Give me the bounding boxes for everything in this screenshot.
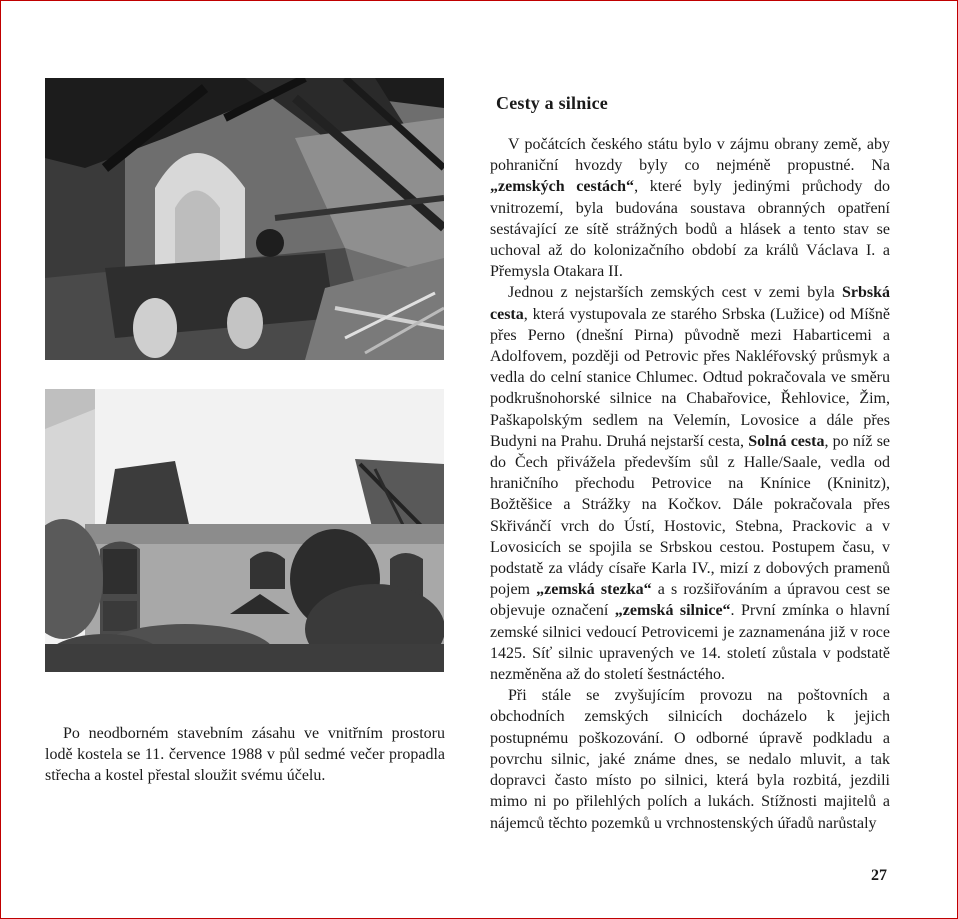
- article-paragraph-2: [490, 282, 890, 685]
- page-number: 27: [871, 867, 887, 884]
- paragraph-text: Jednou z nejstarších zemských cest v zemi byla: [508, 284, 842, 302]
- article-body: [490, 134, 890, 834]
- church-exterior-damaged-roof-photo: [45, 389, 444, 672]
- article-paragraph-1: [490, 134, 890, 282]
- bold-term: „zemských cestách“: [490, 178, 635, 196]
- bold-term: Solná cesta: [748, 432, 825, 450]
- photo-caption: [45, 723, 445, 786]
- caption-text: Po neodborném stavebním zásahu ve vnitřním prostoru lodě kostela se 11. července 1988 v půl sedmé večer propadla střecha a kostel přestal sloužit svému účelu.: [45, 725, 445, 784]
- bold-term: Srbská cesta: [490, 284, 890, 323]
- paragraph-text: . První zmínka o hlavní zemské silnici vedoucí Petrovicemi je zaznamenána již v roce 1425. Síť silnic upravených ve 14. století zůstala v podstatě nezměněna až do století šestnáctého.: [490, 602, 890, 684]
- bold-term: „zemská silnice“: [614, 602, 731, 620]
- paragraph-text: Při stále se zvyšujícím provozu na poštovních a obchodních zemských silnicích docházelo k jejich postupnému poškozování. O odborné úpravě podkladu a povrchu silnic, jaké známe dnes, se nedalo mluvit, a tak dopravci často místo po silnici, která byla rozbitá, jezdili mimo ni po přilehlých polích a lukách. Stížnosti majitelů a nájemců těchto pozemků u vrchnostenských úřadů narůstaly: [490, 687, 890, 832]
- church-interior-collapse-photo: [45, 78, 444, 360]
- paragraph-text: , po níž se do Čech přivážela především sůl z Halle/Saale, vedla od hraničního přechodu Petrovice na Knínice (Kninitz), Božtěšice a Strážky na Kočkov. Dále pokračovala přes Skřivánčí vrch do Ústí, Hostovic, Stebna, Prackovic a v Lovosicích se spojila se Srbskou cestou. Postupem času, v podstatě za vlády císaře Karla IV., mizí z dobových pramenů pojem: [490, 432, 891, 599]
- paragraph-text: V počátcích českého státu bylo v zájmu obrany země, aby pohraniční hvozdy byly co nejméně propustné. Na: [490, 136, 890, 175]
- paragraph-text: , které byly jedinými průchody do vnitrozemí, byla budována soustava obranných opatření sestávající ze sítě strážných bodů a hlásek a tento stav se uchoval až do kolonizačního období za králů Václava I. a Přemysla Otakara II.: [490, 178, 890, 281]
- bold-term: „zemská stezka“: [536, 581, 652, 599]
- section-title: Cesty a silnice: [496, 93, 608, 113]
- paragraph-text: , která vystupovala ze starého Srbska (Lužice) od Míšně přes Perno (dnešní Pirna) původně mezi Habarticemi a Adolfovem, později od Petrovic přes Nakléřovský průsmyk a vedla do celní stanice Chlumec. Odtud pokračovala ve směru podkrušnohorské silnice na Chabařovice, Řehlovice, Žim, Paškapolským sedlem na Velemín, Lovosice a dále přes Budyni na Prahu. Druhá nejstarší cesta,: [490, 305, 890, 450]
- paragraph-text: a s rozšiřováním a úpravou cest se objevuje označení: [490, 581, 891, 620]
- article-paragraph-3: [490, 685, 890, 833]
